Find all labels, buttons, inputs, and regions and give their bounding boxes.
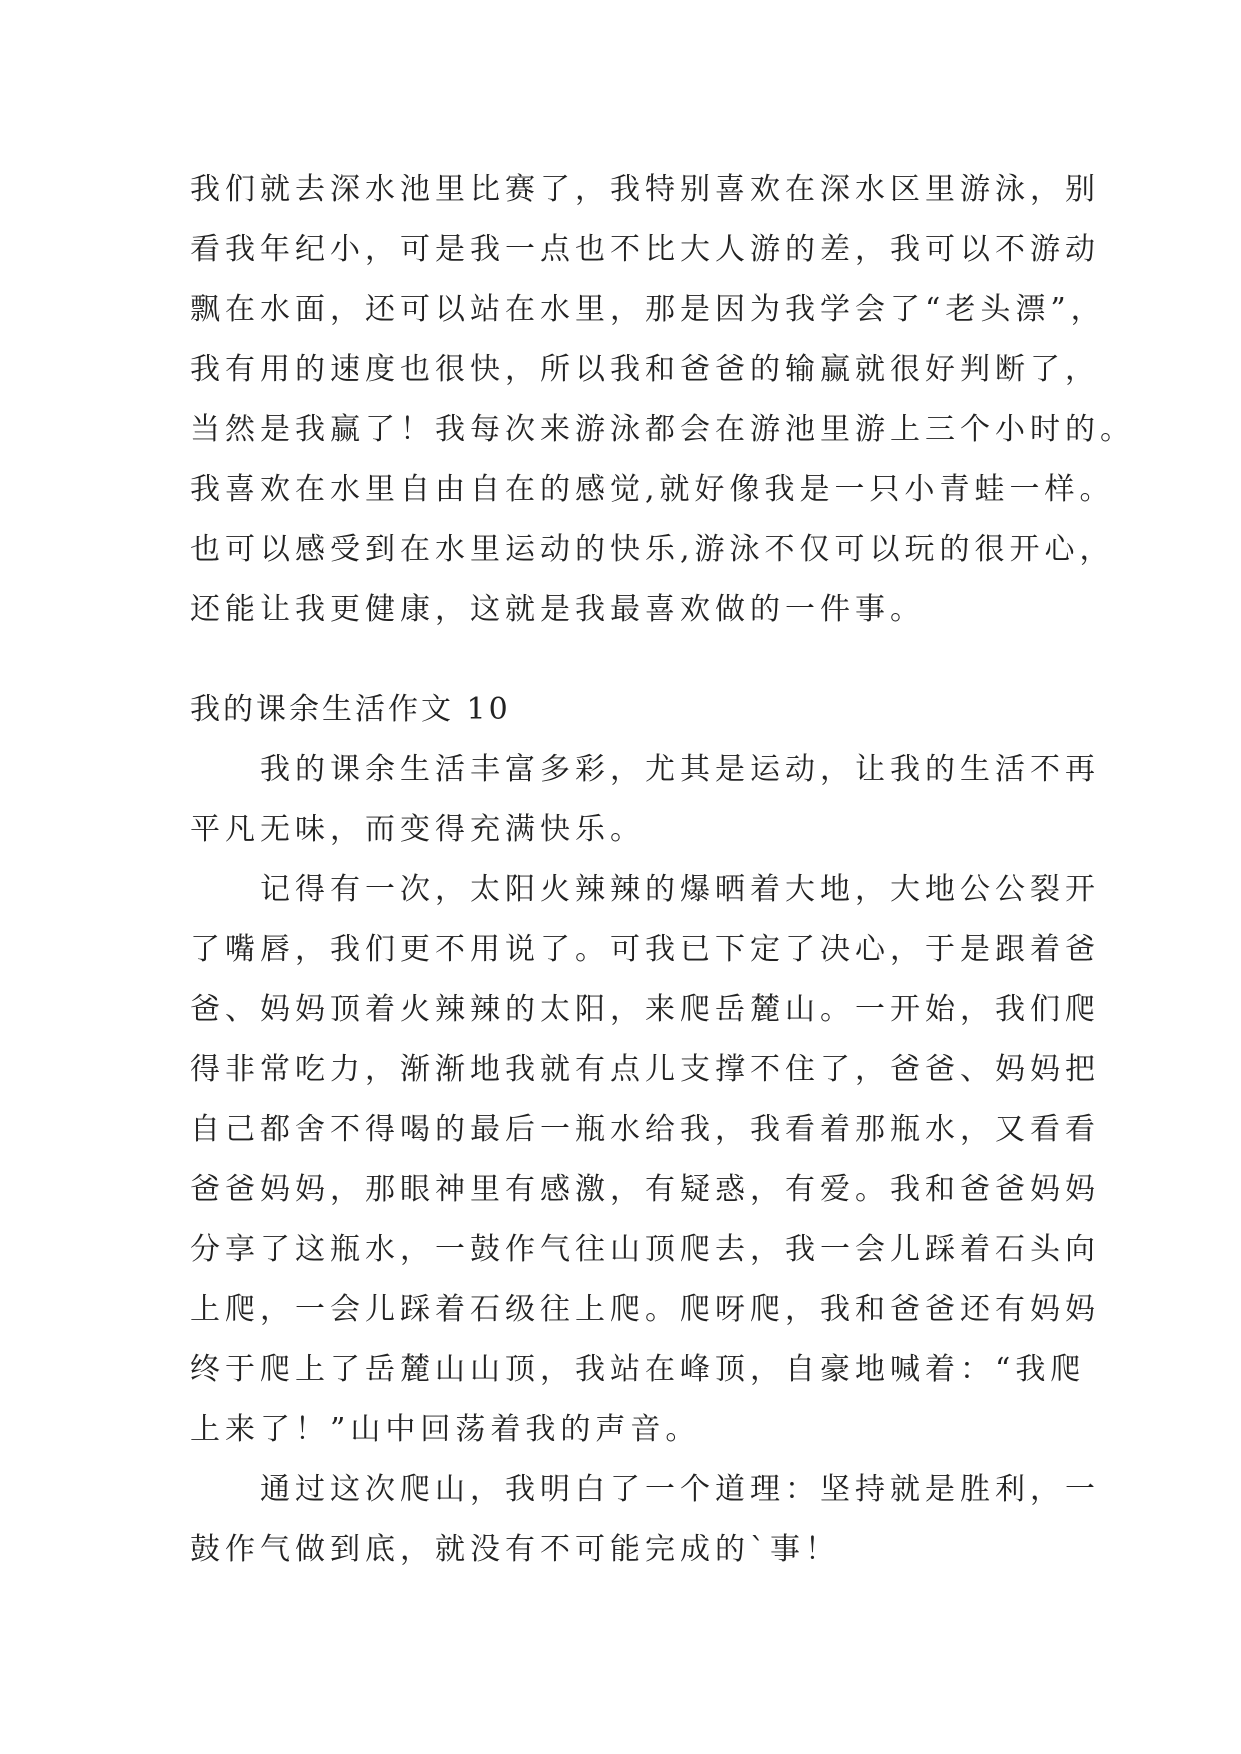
text-line: 平凡无味，而变得充满快乐。: [190, 812, 645, 847]
paragraph-2: [190, 860, 1100, 1460]
text-line: 自己都舍不得喝的最后一瓶水给我，我看着那瓶水，又看看: [190, 1112, 1100, 1147]
paragraph-1: [190, 740, 1100, 860]
text-line: 鼓作气做到底，就没有不可能完成的`事！: [190, 1532, 840, 1567]
essay-title: 我的课余生活作文 10: [190, 692, 511, 727]
text-line: 爸爸妈妈，那眼神里有感激，有疑惑，有爱。我和爸爸妈妈: [190, 1172, 1100, 1207]
text-line: 看我年纪小，可是我一点也不比大人游的差，我可以不游动: [190, 232, 1100, 267]
text-line: 分享了这瓶水，一鼓作气往山顶爬去，我一会儿踩着石头向: [190, 1232, 1100, 1267]
essay-section: [190, 680, 1100, 1580]
text-line: 还能让我更健康，这就是我最喜欢做的一件事。: [190, 592, 925, 627]
text-line: 当然是我赢了！我每次来游泳都会在游池里游上三个小时的。: [190, 412, 1135, 447]
text-line: 我们就去深水池里比赛了，我特别喜欢在深水区里游泳，别: [190, 172, 1100, 207]
text-line: 了嘴唇，我们更不用说了。可我已下定了决心，于是跟着爸: [190, 932, 1100, 967]
text-line: 我的课余生活丰富多彩，尤其是运动，让我的生活不再: [260, 752, 1100, 787]
text-line: 上爬，一会儿踩着石级往上爬。爬呀爬，我和爸爸还有妈妈: [190, 1292, 1100, 1327]
text-line: 也可以感受到在水里运动的快乐,游泳不仅可以玩的很开心，: [190, 532, 1115, 567]
text-line: 终于爬上了岳麓山山顶，我站在峰顶，自豪地喊着：“我爬: [190, 1352, 1086, 1387]
text-line: 记得有一次，太阳火辣辣的爆晒着大地，大地公公裂开: [260, 872, 1100, 907]
continued-paragraph: [190, 160, 1135, 640]
text-line: 爸、妈妈顶着火辣辣的太阳，来爬岳麓山。一开始，我们爬: [190, 992, 1100, 1027]
text-line: 我有用的速度也很快，所以我和爸爸的输赢就很好判断了，: [190, 352, 1100, 387]
paragraph-3: [190, 1460, 1100, 1580]
text-line: 得非常吃力，渐渐地我就有点儿支撑不住了，爸爸、妈妈把: [190, 1052, 1100, 1087]
text-line: 上来了！”山中回荡着我的声音。: [190, 1412, 701, 1447]
text-line: 飘在水面，还可以站在水里，那是因为我学会了“老头漂”，: [190, 292, 1106, 327]
text-line: 通过这次爬山，我明白了一个道理：坚持就是胜利，一: [260, 1472, 1100, 1507]
text-line: 我喜欢在水里自由自在的感觉,就好像我是一只小青蛙一样。: [190, 472, 1115, 507]
